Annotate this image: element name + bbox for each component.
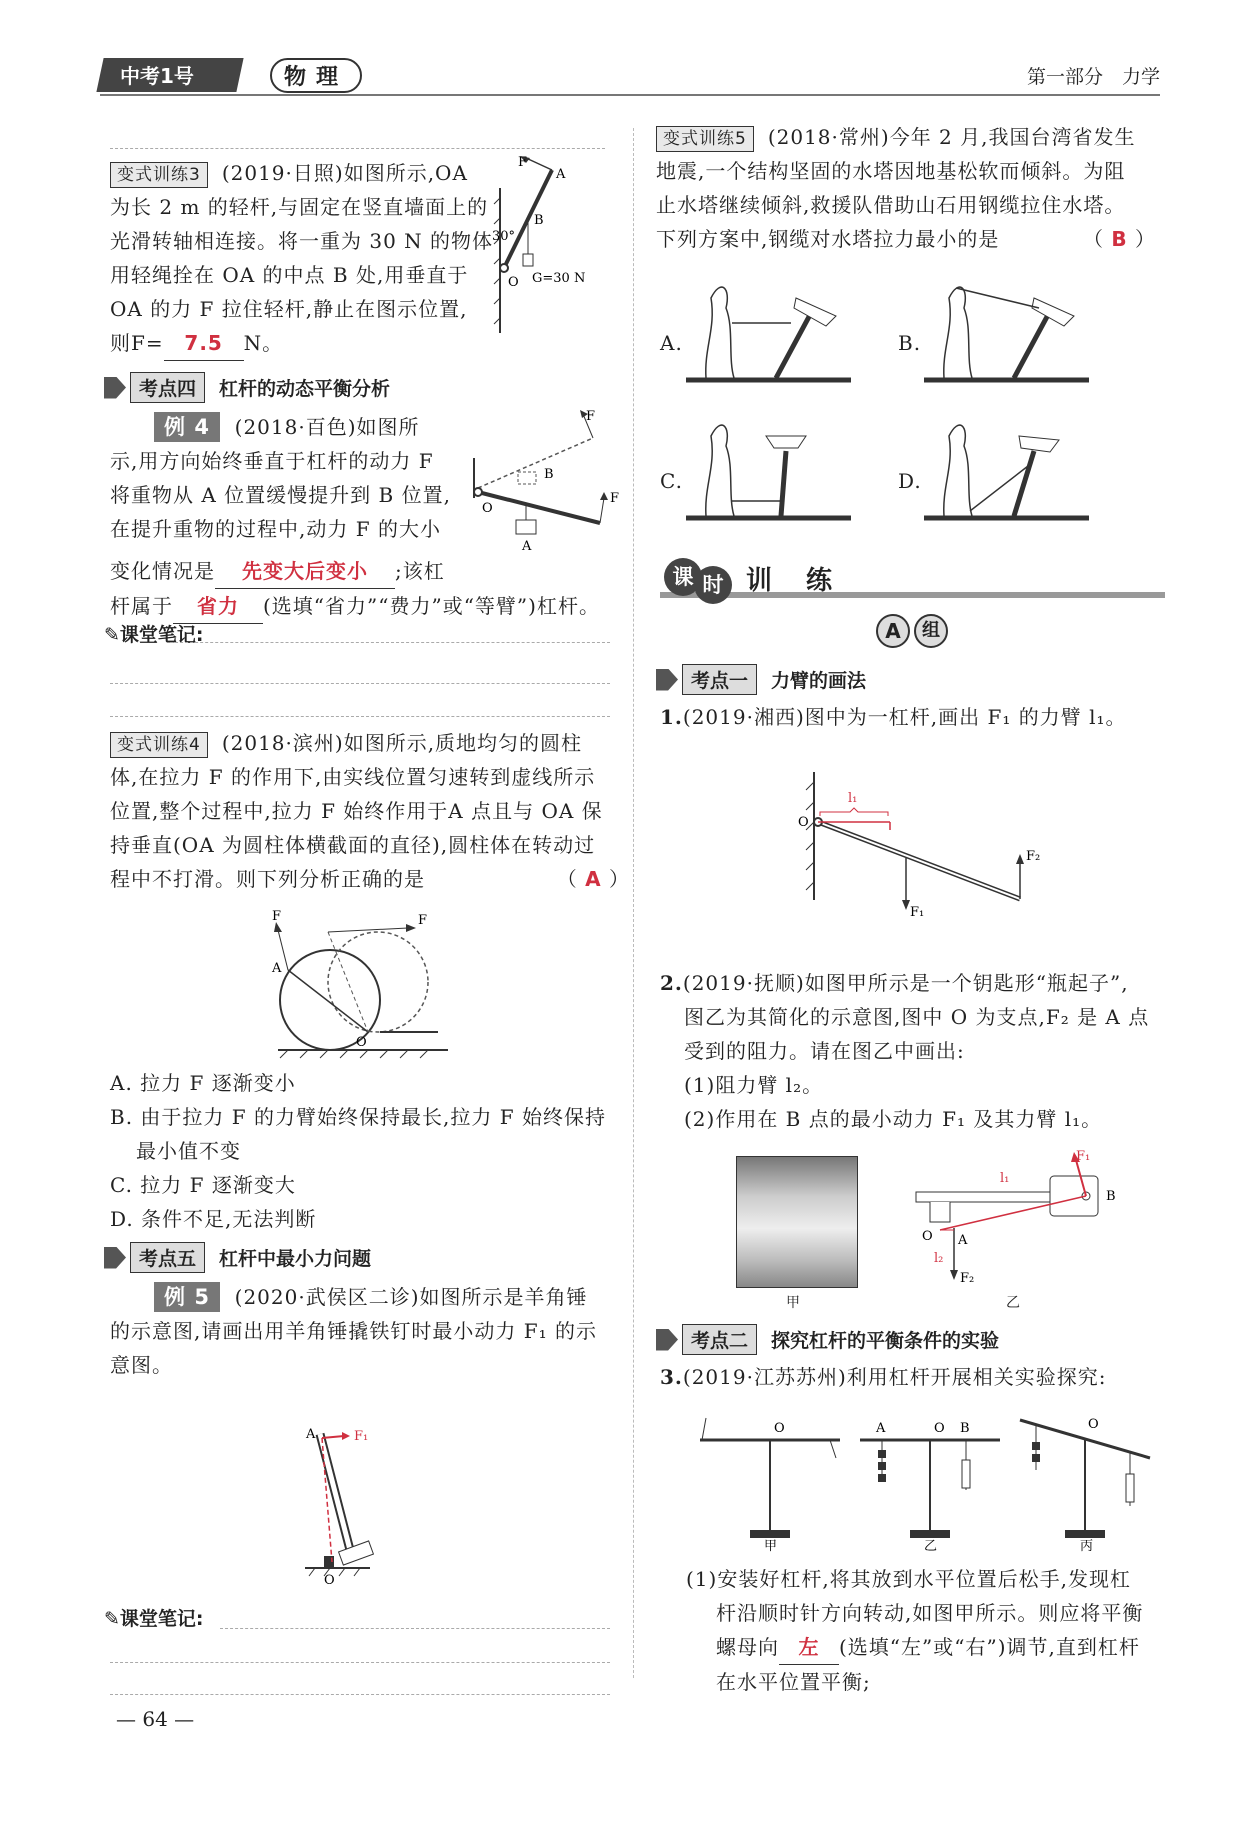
answer-choice: B (1111, 227, 1128, 251)
option-d[interactable]: D. 条件不足,无法判断 (110, 1207, 317, 1231)
text-line: 位置,整个过程中,拉力 F 始终作用于A 点且与 OA 保 (110, 799, 603, 823)
group-char: 组 (914, 614, 948, 648)
column-divider (633, 128, 634, 1678)
tower-figure-b (924, 268, 1104, 398)
question-number: 2. (660, 971, 683, 995)
figure-lever-oa (490, 155, 615, 338)
subject-badge: 物理 (270, 58, 362, 93)
example-badge: 例 5 (154, 1282, 220, 1312)
tag-label: 变式训练3 (110, 162, 208, 188)
text-line: 地震,一个结构坚固的水塔因地基松软而倾斜。为阻 (656, 159, 1126, 183)
choice-b-label[interactable]: B. (898, 331, 922, 355)
text-line: (2019·日照)如图所示,OA (221, 161, 468, 185)
label-o: O (508, 275, 519, 290)
option-b[interactable]: B. 由于拉力 F 的力臂始终保持最长,拉力 F 始终保持 (110, 1105, 606, 1129)
answer-line (110, 326, 500, 361)
class-notes (104, 1604, 204, 1631)
divider (110, 1662, 610, 1663)
label-a: A (272, 961, 282, 976)
text-line: 受到的阻力。请在图乙中画出: (684, 1039, 965, 1063)
variant-training-5: 变式训练5 (2018·常州)今年 2 月,我国台湾省发生 地震,一个结构坚固的水塔因地基松软而倾斜。为阻 止水塔继续倾斜,救援队借助山石用钢缆拉住水塔。 下列方案中,钢缆对水塔拉力最小的是 （ B ） (656, 120, 1156, 256)
pivot (500, 264, 508, 272)
topic-box: 考点一 (682, 664, 757, 695)
text-line: 在提升重物的过程中,动力 F 的大小 (110, 517, 441, 541)
caption-jia: 甲 (786, 1295, 800, 1311)
topic-title: 力臂的画法 (771, 670, 867, 692)
divider (110, 683, 610, 684)
group-label (876, 614, 948, 648)
label-o: O (774, 1421, 785, 1436)
text-line: 杆沿顺时针方向转动,如图甲所示。则应将平衡 (716, 1601, 1144, 1625)
text-line: 光滑转轴相连接。将一重为 30 N 的物体 (110, 229, 494, 253)
question-text: (2019·湘西)图中为一杠杆,画出 F₁ 的力臂 l₁。 (682, 705, 1127, 729)
divider (220, 1628, 610, 1629)
options-list (110, 1066, 630, 1236)
question-3 (660, 1360, 1160, 1394)
caption-jia: 甲 (764, 1539, 778, 1554)
text-part: 变化情况是 (110, 559, 215, 583)
text-part: 杆属于 (110, 594, 173, 618)
question-3-part-1 (686, 1562, 1166, 1699)
question-number: 1. (660, 705, 683, 729)
question-1 (660, 700, 1160, 734)
choice-d-label[interactable]: D. (898, 469, 922, 493)
banner-char: 时 (694, 566, 732, 604)
tower-figure-d (924, 406, 1104, 536)
label-o: O (356, 1035, 367, 1050)
answer-blank: 先变大后变小 (215, 554, 395, 589)
answer-blank: 7.5 (164, 326, 244, 361)
text-part: N。 (243, 331, 284, 355)
text-part: 螺母向 (716, 1635, 779, 1659)
text-line: 用轻绳拴在 OA 的中点 B 处,用垂直于 (110, 263, 469, 287)
label-b: B (960, 1421, 970, 1436)
example-4-answers (110, 554, 610, 624)
topic-heading-1 (656, 664, 866, 695)
tag-label: 变式训练5 (656, 126, 754, 152)
photo-bottle-opener (736, 1156, 858, 1288)
text-line: 图乙为其简化的示意图,图中 O 为支点,F₂ 是 A 点 (684, 1005, 1150, 1029)
text-line: OA 的力 F 拉住轻杆,静止在图示位置, (110, 297, 468, 321)
text-line: (2)作用在 B 点的最小动力 F₁ 及其力臂 l₁。 (684, 1107, 1103, 1131)
caption-bing: 丙 (1080, 1539, 1094, 1554)
text-line: (1)安装好杠杆,将其放到水平位置后松手,发现杠 (686, 1567, 1132, 1591)
tag-label: 变式训练4 (110, 732, 208, 758)
label-b: B (534, 213, 544, 228)
label-f1: F₁ (1076, 1149, 1091, 1164)
choice-c-label[interactable]: C. (660, 469, 683, 493)
text-line: 止水塔继续倾斜,救援队借助山石用钢缆拉住水塔。 (656, 193, 1126, 217)
text-part: (选填“省力”“费力”或“等臂”)杠杆。 (263, 594, 600, 618)
header-bar (100, 58, 1160, 98)
banner-title: 训 练 (746, 566, 837, 596)
text-line: 程中不打滑。则下列分析正确的是 (110, 867, 425, 891)
label-a: A (556, 167, 566, 182)
text-line: 的示意图,请画出用羊角锤撬铁钉时最小动力 F₁ 的示 (110, 1319, 597, 1343)
label-g: G=30 N (532, 271, 586, 286)
label-f: F (586, 409, 596, 424)
answer-blank: 左 (779, 1630, 839, 1665)
option-c[interactable]: C. 拉力 F 逐渐变大 (110, 1173, 296, 1197)
label-o: O (324, 1573, 335, 1588)
text-line: 持垂直(OA 为圆柱体横截面的直径),圆柱体在转动过 (110, 833, 596, 857)
figure-claw-hammer (300, 1420, 420, 1590)
figure-q2-opener (900, 1150, 1130, 1290)
answer-blank: 省力 (173, 589, 263, 624)
label-b: B (544, 467, 554, 482)
question-number: 3. (660, 1365, 683, 1389)
arrow-icon (656, 669, 678, 691)
label-b: B (1106, 1189, 1116, 1204)
label-f: F (418, 913, 428, 928)
pen-icon: ✎ (104, 624, 120, 646)
text-line: 在水平位置平衡; (716, 1670, 871, 1694)
label-f: F (272, 909, 282, 924)
label-l1: l₁ (848, 791, 858, 806)
text-line: (2018·百色)如图所 (234, 415, 420, 439)
figure-q3-experiments (690, 1410, 1160, 1554)
hammer-head (339, 1541, 374, 1565)
topic-title: 杠杆中最小力问题 (219, 1248, 372, 1270)
text-part: (选填“左”或“右”)调节,直到杠杆 (839, 1635, 1140, 1659)
topic-heading-4 (104, 372, 390, 403)
answer-choice: A (585, 867, 602, 891)
label-f: F (518, 155, 528, 170)
example-4 (110, 410, 470, 546)
text-line: 意图。 (110, 1353, 173, 1377)
variant-training-3 (110, 156, 500, 361)
text-line: 示,用方向始终垂直于杠杆的动力 F (110, 449, 434, 473)
arrow-icon (656, 1329, 678, 1351)
figure-q1-lever (790, 772, 1040, 922)
pen-icon: ✎ (104, 1608, 120, 1630)
figure-dynamic-lever (468, 408, 618, 558)
text-line: 将重物从 A 位置缓慢提升到 B 位置, (110, 483, 451, 507)
label-a: A (522, 539, 532, 554)
tower-figure-a (686, 268, 866, 398)
topic-heading-5 (104, 1242, 371, 1273)
tower-figure-c (686, 406, 866, 536)
force-f1 (322, 1436, 344, 1438)
label-angle: 30° (492, 229, 516, 244)
label-o: O (1088, 1417, 1099, 1432)
lesson-banner (660, 556, 1165, 604)
lever-rod (478, 492, 600, 523)
text-line: (2018·滨州)如图所示,质地均匀的圆柱 (221, 731, 583, 755)
topic-title: 杠杆的动态平衡分析 (219, 378, 391, 400)
example-badge: 例 4 (154, 412, 220, 442)
topic-heading-2 (656, 1324, 999, 1355)
label-f: F (610, 491, 620, 506)
text-line: 为长 2 m 的轻杆,与固定在竖直墙面上的 (110, 195, 489, 219)
label-o: O (934, 1421, 945, 1436)
text-part: ;该杠 (395, 559, 445, 583)
section-title: 第一部分 力学 (1026, 66, 1160, 88)
choice-a-label[interactable]: A. (660, 331, 683, 355)
label-o: O (798, 815, 809, 830)
label-a: A (958, 1233, 968, 1248)
text-part: 则F= (110, 331, 164, 355)
figure-cylinder (268, 900, 458, 1060)
question-2 (660, 966, 1160, 1136)
topic-title: 探究杠杆的平衡条件的实验 (771, 1330, 1000, 1352)
label-l2: l₂ (934, 1251, 944, 1266)
topic-box: 考点二 (682, 1324, 757, 1355)
question-text: (2019·江苏苏州)利用杠杆开展相关实验探究: (682, 1365, 1107, 1389)
divider (110, 716, 610, 717)
header-line (100, 94, 1160, 96)
text-line: 下列方案中,钢缆对水塔拉力最小的是 (656, 227, 1000, 251)
banner-char: 课 (664, 558, 702, 596)
force-arrow (526, 158, 552, 170)
topic-box: 考点四 (130, 372, 205, 403)
text-line: (2019·抚顺)如图甲所示是一个钥匙形“瓶起子”, (682, 971, 1129, 995)
tower-options (656, 268, 1156, 538)
banner-stripe (660, 592, 1165, 598)
notes-label: 课堂笔记: (119, 624, 204, 646)
label-o: O (482, 501, 493, 516)
arrow-icon (104, 1247, 126, 1269)
text-line: (2018·常州)今年 2 月,我国台湾省发生 (767, 125, 1136, 149)
example-5 (110, 1280, 630, 1382)
caption-yi: 乙 (1006, 1295, 1020, 1311)
variant-training-4: 变式训练4 (2018·滨州)如图所示,质地均匀的圆柱 体,在拉力 F 的作用下,由实线位置匀速转到虚线所示 位置,整个过程中,拉力 F 始终作用于A 点且与 OA 保 持垂直(OA 为圆柱体横截面的直径),圆柱体在转动过 程中不打滑。则下列分析正确的是 （ A ） (110, 726, 630, 896)
arrow-icon (104, 377, 126, 399)
notes-label: 课堂笔记: (119, 1608, 204, 1630)
label-a: A (876, 1421, 886, 1436)
topic-box: 考点五 (130, 1242, 205, 1273)
label-o: O (922, 1229, 933, 1244)
option-a[interactable]: A. 拉力 F 逐渐变小 (110, 1071, 296, 1095)
text-line: (1)阻力臂 l₂。 (684, 1073, 824, 1097)
label-f1: F₁ (354, 1429, 369, 1444)
caption-yi: 乙 (924, 1539, 938, 1554)
option-b-cont: 最小值不变 (136, 1139, 241, 1163)
group-letter: A (876, 614, 910, 648)
label-f1: F₁ (910, 905, 925, 920)
page-number: — 64 — (116, 1707, 195, 1731)
divider (110, 1694, 610, 1695)
text-line: 体,在拉力 F 的作用下,由实线位置匀速转到虚线所示 (110, 765, 596, 789)
brand-text: 中考1号 (120, 64, 194, 88)
label-f2: F₂ (1026, 849, 1041, 864)
divider (110, 148, 605, 149)
label-f2: F₂ (960, 1271, 975, 1286)
label-l1: l₁ (1000, 1171, 1010, 1186)
label-a: A (306, 1427, 316, 1442)
divider (170, 642, 610, 643)
text-line: (2020·武侯区二诊)如图所示是羊角锤 (234, 1285, 588, 1309)
